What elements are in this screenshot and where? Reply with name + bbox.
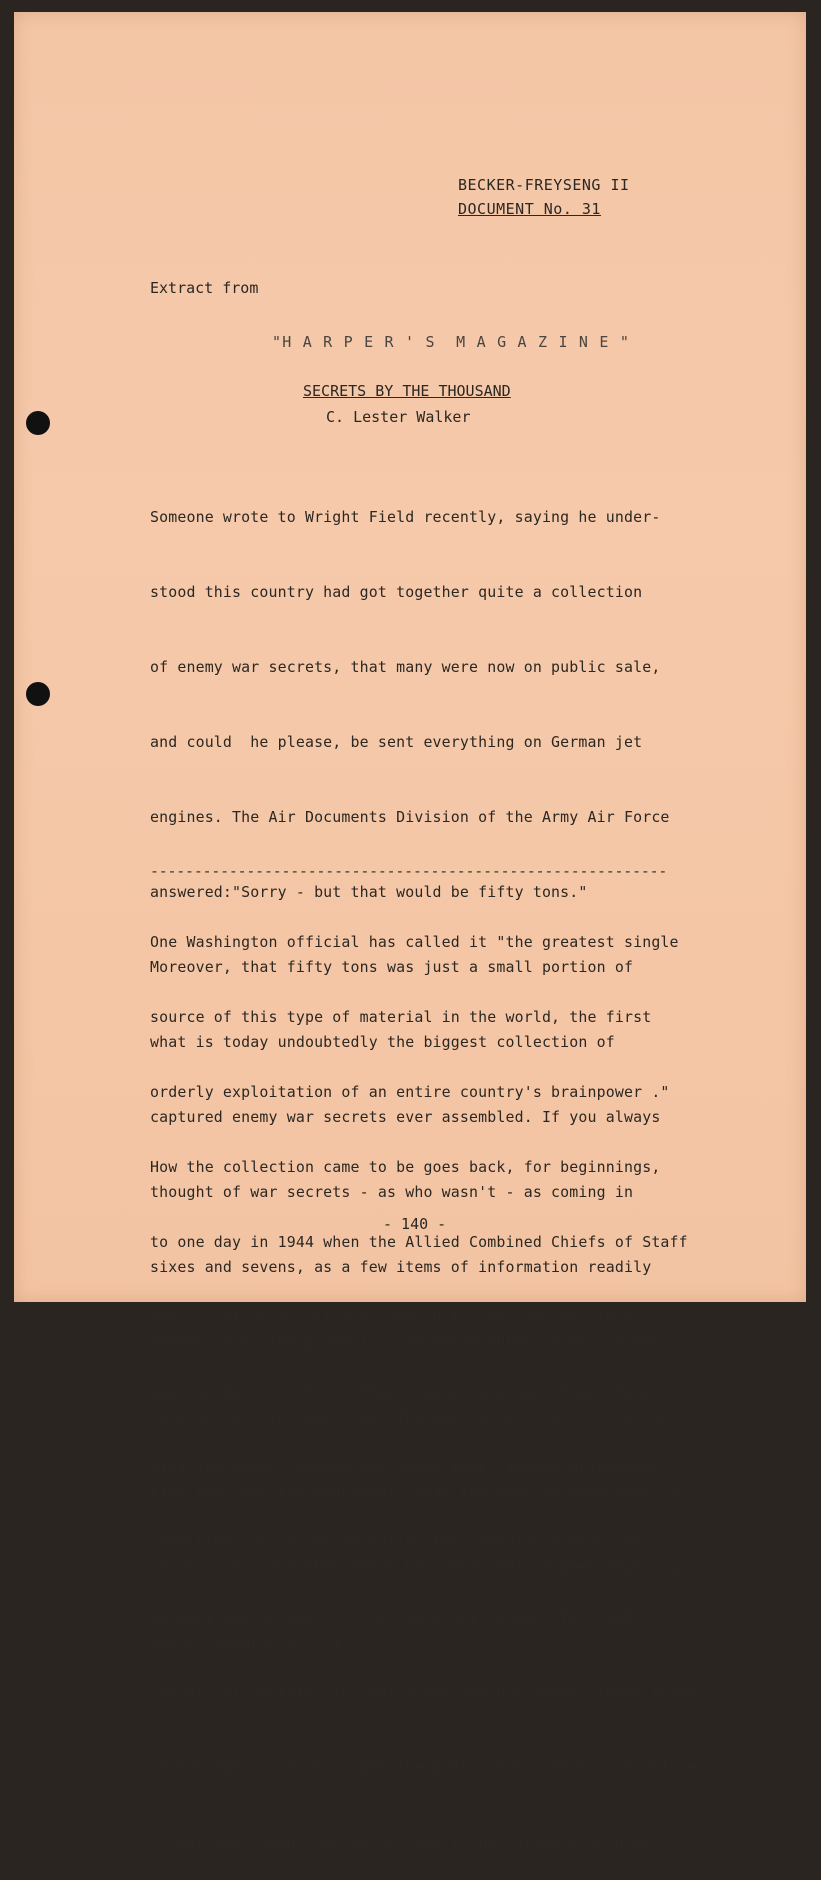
text-line: quite comparable to it. — [150, 1633, 360, 1651]
text-line: stood this country had got together quite a collection — [150, 583, 643, 601]
text-line: of enemy war secrets, that many were now on public sale, — [150, 658, 661, 676]
punch-hole — [26, 411, 50, 435]
text-line: worked against time to get the most vital information before — [150, 1758, 697, 1776]
page-number: - 140 - — [383, 1215, 447, 1233]
text-line: answered:"Sorry - but that would be fifty tons." — [150, 883, 588, 901]
extract-intro: Extract from — [150, 279, 259, 297]
text-line: orderly exploitation of an entire country's brainpower ." — [150, 1083, 670, 1101]
magazine-name: "H A R P E R ' S M A G A Z I N E " — [272, 333, 631, 351]
text-line: captured enemy war secrets ever assembled. If you always — [150, 1108, 661, 1126]
text-line: pied German territory. They created a group of military — [150, 1383, 652, 1401]
text-line: One Washington official has called it "the greatest single — [150, 933, 679, 951]
text-line: Moreover, that fifty tons was just a small portion of — [150, 958, 634, 976]
text-line: interest you to learn that the war secrets in this collec- — [150, 1408, 679, 1426]
article-title: SECRETS BY THE THOUSAND — [303, 382, 511, 400]
text-line: and could he please, be sent everything on German jet — [150, 733, 643, 751]
punch-hole — [26, 682, 50, 706]
text-line: Germany and uncover all her military, scientific, and — [150, 1608, 634, 1626]
text-line: industrial secrets for early use against Japan. These terms — [150, 1683, 697, 1701]
text-line: mountainous, and that there has never before been anything — [150, 1558, 679, 1576]
text-line: Committee, which was to follow the invading armies into — [150, 1533, 652, 1551]
text-line: engines. The Air Documents Division of the Army Air Force — [150, 808, 670, 826]
text-line: civilian teams, termed the Joint Intelligence Objectives — [150, 1458, 661, 1476]
text-line: handed on to the properly interested authorities, it may — [150, 1333, 661, 1351]
text-line: what is today undoubtedly the biggest collection of — [150, 1033, 615, 1051]
document-reference-line-2: DOCUMENT No. 31 — [458, 200, 601, 218]
text-line: set in motion a collossal search for war secrets in occu- — [150, 1308, 670, 1326]
text-line: thought of war secrets - as who wasn't - as coming in — [150, 1183, 634, 1201]
text-line: to one day in 1944 when the Allied Combined Chiefs of Staff — [150, 1233, 688, 1251]
paragraph-2 — [150, 880, 697, 1880]
article-author: C. Lester Walker — [326, 408, 471, 426]
text-line: sixes and sevens, as a few items of information readily — [150, 1258, 652, 1276]
text-line: tion run into the thousands, that the mass of documents is — [150, 1483, 679, 1501]
text-line: Someone wrote to Wright Field recently, saying he under- — [150, 508, 661, 526]
text-line: How the collection came to be goes back, for beginnings, — [150, 1158, 661, 1176]
document-reference-line-1: BECKER-FREYSENG II — [458, 176, 630, 194]
text-line: it was destroyed, and in getting it performed prodigies — [150, 1833, 652, 1851]
text-line: source of this type of material in the world, the first — [150, 1008, 652, 1026]
dashed-divider: ----------------------------------------------------------- — [150, 862, 668, 880]
